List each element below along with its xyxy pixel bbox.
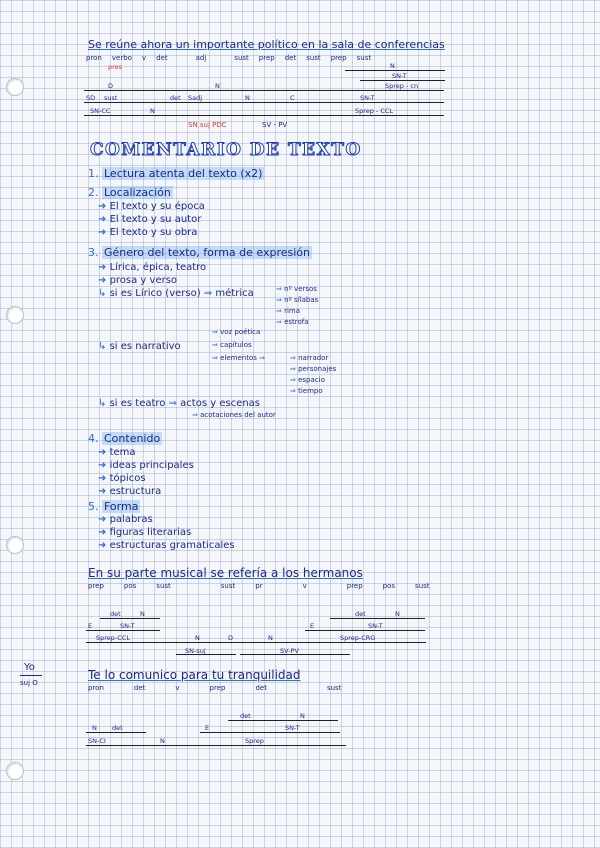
section-5-label: Forma [104,500,139,513]
tag: det [284,54,297,62]
list-item [98,201,205,212]
struct-label: SN-T [392,72,407,80]
arrow-icon: ⇒ [276,285,285,293]
arrow-icon: ⇒ [212,328,221,336]
list-item [98,227,197,238]
narr-item-text: elementos [220,354,257,362]
list-item-text: ideas principales [109,460,194,471]
struct-label: N [395,610,400,618]
analysis-line [228,720,338,721]
analysis-line [86,630,160,631]
arrow-icon: ➜ [98,447,110,458]
struct-label: E [88,622,93,630]
arrow-icon: ⇒ [290,387,299,395]
red-note-suj: SN suj PDC [188,121,227,129]
binder-hole-2 [6,306,24,324]
struct-label: det [112,724,123,732]
section-3-heading [88,246,312,259]
list-item-text: El texto y su autor [109,214,202,225]
list-item [98,527,191,538]
list-item [98,473,146,484]
struct-label: D [108,82,114,90]
bullet-1: 1. [88,167,102,180]
corner-arrow-icon: ↳ [98,398,110,409]
elemento-item-text: narrador [298,354,329,362]
struct-label: SD [86,94,96,102]
tag: adj [195,54,207,62]
analysis-line [200,732,340,733]
struct-label: det [240,712,251,720]
list-item-text: estructuras gramaticales [109,540,235,551]
section-4-label: Contenido [104,432,161,445]
arrow-icon: ➜ [98,214,110,225]
list-item-text: palabras [109,514,153,525]
arrow-icon: ➜ [98,486,110,497]
margin-note-line [20,675,42,676]
arrow-icon: ➜ [98,527,110,538]
arrow-icon: ⇒ [276,296,285,304]
arrow-icon: ⇒ [276,318,285,326]
teatro-item [192,411,276,419]
struct-label: SN-CI [88,737,106,745]
arrow-icon: ➜ [98,540,110,551]
list-item-text: El texto y su obra [109,227,198,238]
metrica-item-text: estrofa [284,318,309,326]
metrica-item [276,318,309,326]
sentence-2-text: En su parte musical se refería a los hermanos [88,566,363,580]
struct-label: E [310,622,315,630]
sentence-2-tags [88,582,430,590]
struct-label: Sadj [188,94,203,102]
list-item [98,262,206,273]
tag: pos [123,582,137,590]
section-1-label: Lectura atenta del texto (x2) [104,167,263,180]
analysis-line [360,80,445,81]
list-item-text: Lírica, épica, teatro [109,262,207,273]
analysis-line [305,630,425,631]
list-item-text: estructura [109,486,162,497]
metrica-item [276,296,318,304]
tag: det [133,684,146,692]
struct-label: D [228,634,234,642]
arrow-icon: ➜ [98,460,110,471]
tag: det [255,684,267,692]
struct-label: det [355,610,366,618]
narr-item [212,341,252,349]
struct-label: Sprep-CRG [340,634,376,642]
teatro-branch [98,398,260,409]
tag: sust [356,54,372,62]
struct-label: SN-CC [90,107,111,115]
list-item-text: El texto y su época [109,201,205,212]
struct-label: det [110,610,121,618]
elemento-item-text: espacio [298,376,325,384]
metrica-item [276,307,300,315]
tag: det [156,54,168,62]
arrow-icon: ➜ [98,473,110,484]
tag: sust [326,684,342,692]
struct-label: Sprep - cn [385,82,419,90]
analysis-line [84,115,444,116]
struct-label: N [245,94,250,102]
arrow-icon: ⇒ [203,288,213,299]
struct-label: N [160,737,165,745]
tag: v [302,582,307,590]
metrica-item [276,285,317,293]
tag: v [141,54,147,62]
struct-label: N [390,62,395,70]
arrow-icon: ⇒ [192,411,201,419]
margin-note-top: Yo [24,662,35,673]
teatro-label: si es teatro [109,398,166,409]
analysis-line [86,745,346,746]
arrow-icon: ➜ [98,227,110,238]
struct-label: E [205,724,210,732]
struct-label: N [92,724,97,732]
struct-label: Sprep - CCL [355,107,394,115]
bullet-4: 4. [88,432,102,445]
analysis-line [86,642,426,643]
arrow-icon: ⇒ [168,398,177,409]
arrow-icon: ➜ [98,514,110,525]
sentence-1-tags [86,54,371,62]
arrow-icon: ⇒ [212,341,221,349]
metrica-label: métrica [215,288,254,299]
struct-label: N [195,634,200,642]
binder-hole-1 [6,78,24,96]
struct-label: SN-T [368,622,383,630]
list-item [98,214,201,225]
tag: prep [258,54,275,62]
tag: v [175,684,180,692]
struct-label: SN-T [285,724,300,732]
analysis-line [84,90,444,91]
struct-label: N [150,107,155,115]
struct-label: SV-PV [280,647,299,655]
elemento-item [290,354,328,362]
narr-item-text: voz poética [220,328,261,336]
metrica-item-text: nº sílabas [284,296,319,304]
sentence-3-tags [88,684,341,692]
section-4-heading [88,432,162,445]
analysis-line [86,732,146,733]
elemento-item [290,376,325,384]
arrow-icon: ➜ [98,201,110,212]
red-note-pres: pres [108,63,123,71]
teatro-item-text: acotaciones del autor [200,411,276,419]
tag: sust [415,582,430,590]
tag: prep [346,582,363,590]
binder-hole-3 [6,536,24,554]
struct-label: SN-suj [185,647,206,655]
sentence-3-text: Te lo comunico para tu tranquilidad [88,668,301,682]
tag: sust [234,54,249,62]
tag: pos [382,582,396,590]
narr-item-text: capítulos [220,341,252,349]
arrow-icon: ⇒ [290,354,299,362]
tag: prep [330,54,347,62]
lirico-branch [98,288,254,299]
section-3-label: Género del texto, forma de expresión [104,246,311,259]
analysis-line [100,618,160,619]
arrow-icon: ⇒ [212,354,221,362]
narr-item [212,354,265,362]
corner-arrow-icon: ↳ [98,288,110,299]
tag: prep [209,684,226,692]
section-1-heading [88,167,264,180]
arrow-icon: ⇒ [290,365,299,373]
margin-note-bottom: suj O [20,679,38,687]
list-item-text: figuras literarias [109,527,192,538]
tag: pr [255,582,263,590]
struct-label: det [170,94,181,102]
analysis-line [345,70,445,71]
list-item [98,486,161,497]
struct-label: N [300,712,305,720]
lirico-label: si es Lírico (verso) [109,288,201,299]
section-5-heading [88,500,140,513]
tag: verbo [111,54,132,62]
elemento-item-text: tiempo [298,387,323,395]
arrow-icon: ➜ [98,275,110,286]
struct-label: N [268,634,273,642]
narrativo-label: si es narrativo [109,341,181,352]
struct-label: N [140,610,145,618]
list-item [98,514,153,525]
section-2-heading [88,186,173,199]
tag: pron [88,684,104,692]
tag: pron [86,54,102,62]
list-item-text: tema [109,447,136,458]
tag: sust [306,54,321,62]
bullet-2: 2. [88,186,102,199]
struct-label: SN-T [360,94,375,102]
elemento-item-text: personajes [298,365,337,373]
sv-pv-label: SV - PV [262,121,288,129]
analysis-line [84,102,444,103]
tag: sust [220,582,236,590]
list-item [98,447,136,458]
bullet-3: 3. [88,246,102,259]
struct-label: Sprep-CCL [96,634,130,642]
narrativo-branch [98,341,181,352]
sentence-1-text: Se reúne ahora un importante político en la sala de conferencias [88,38,445,51]
teatro-item-text: actos y escenas [180,398,261,409]
list-item [98,460,194,471]
page-title: COMENTARIO DE TEXTO [90,140,362,160]
struct-label: N [215,82,220,90]
section-2-label: Localización [104,186,171,199]
list-item [98,540,235,551]
arrow-icon: ⇒ [290,376,299,384]
bullet-5: 5. [88,500,102,513]
metrica-item-text: rima [284,307,301,315]
corner-arrow-icon: ↳ [98,341,110,352]
binder-hole-4 [6,762,24,780]
arrow-icon: ➜ [98,262,110,273]
narr-item [212,328,260,336]
list-item-text: tópicos [109,473,146,484]
struct-label: Sprep [245,737,264,745]
tag: prep [88,582,104,590]
arrow-icon: ⇒ [259,354,265,362]
arrow-icon: ⇒ [276,307,285,315]
struct-label: C [290,94,295,102]
elemento-item [290,365,336,373]
struct-label: SN-T [120,622,135,630]
struct-label: sust [104,94,118,102]
elemento-item [290,387,323,395]
analysis-line [330,618,425,619]
metrica-item-text: nº versos [284,285,317,293]
tag: sust [156,582,171,590]
list-item [98,275,177,286]
list-item-text: prosa y verso [109,275,178,286]
